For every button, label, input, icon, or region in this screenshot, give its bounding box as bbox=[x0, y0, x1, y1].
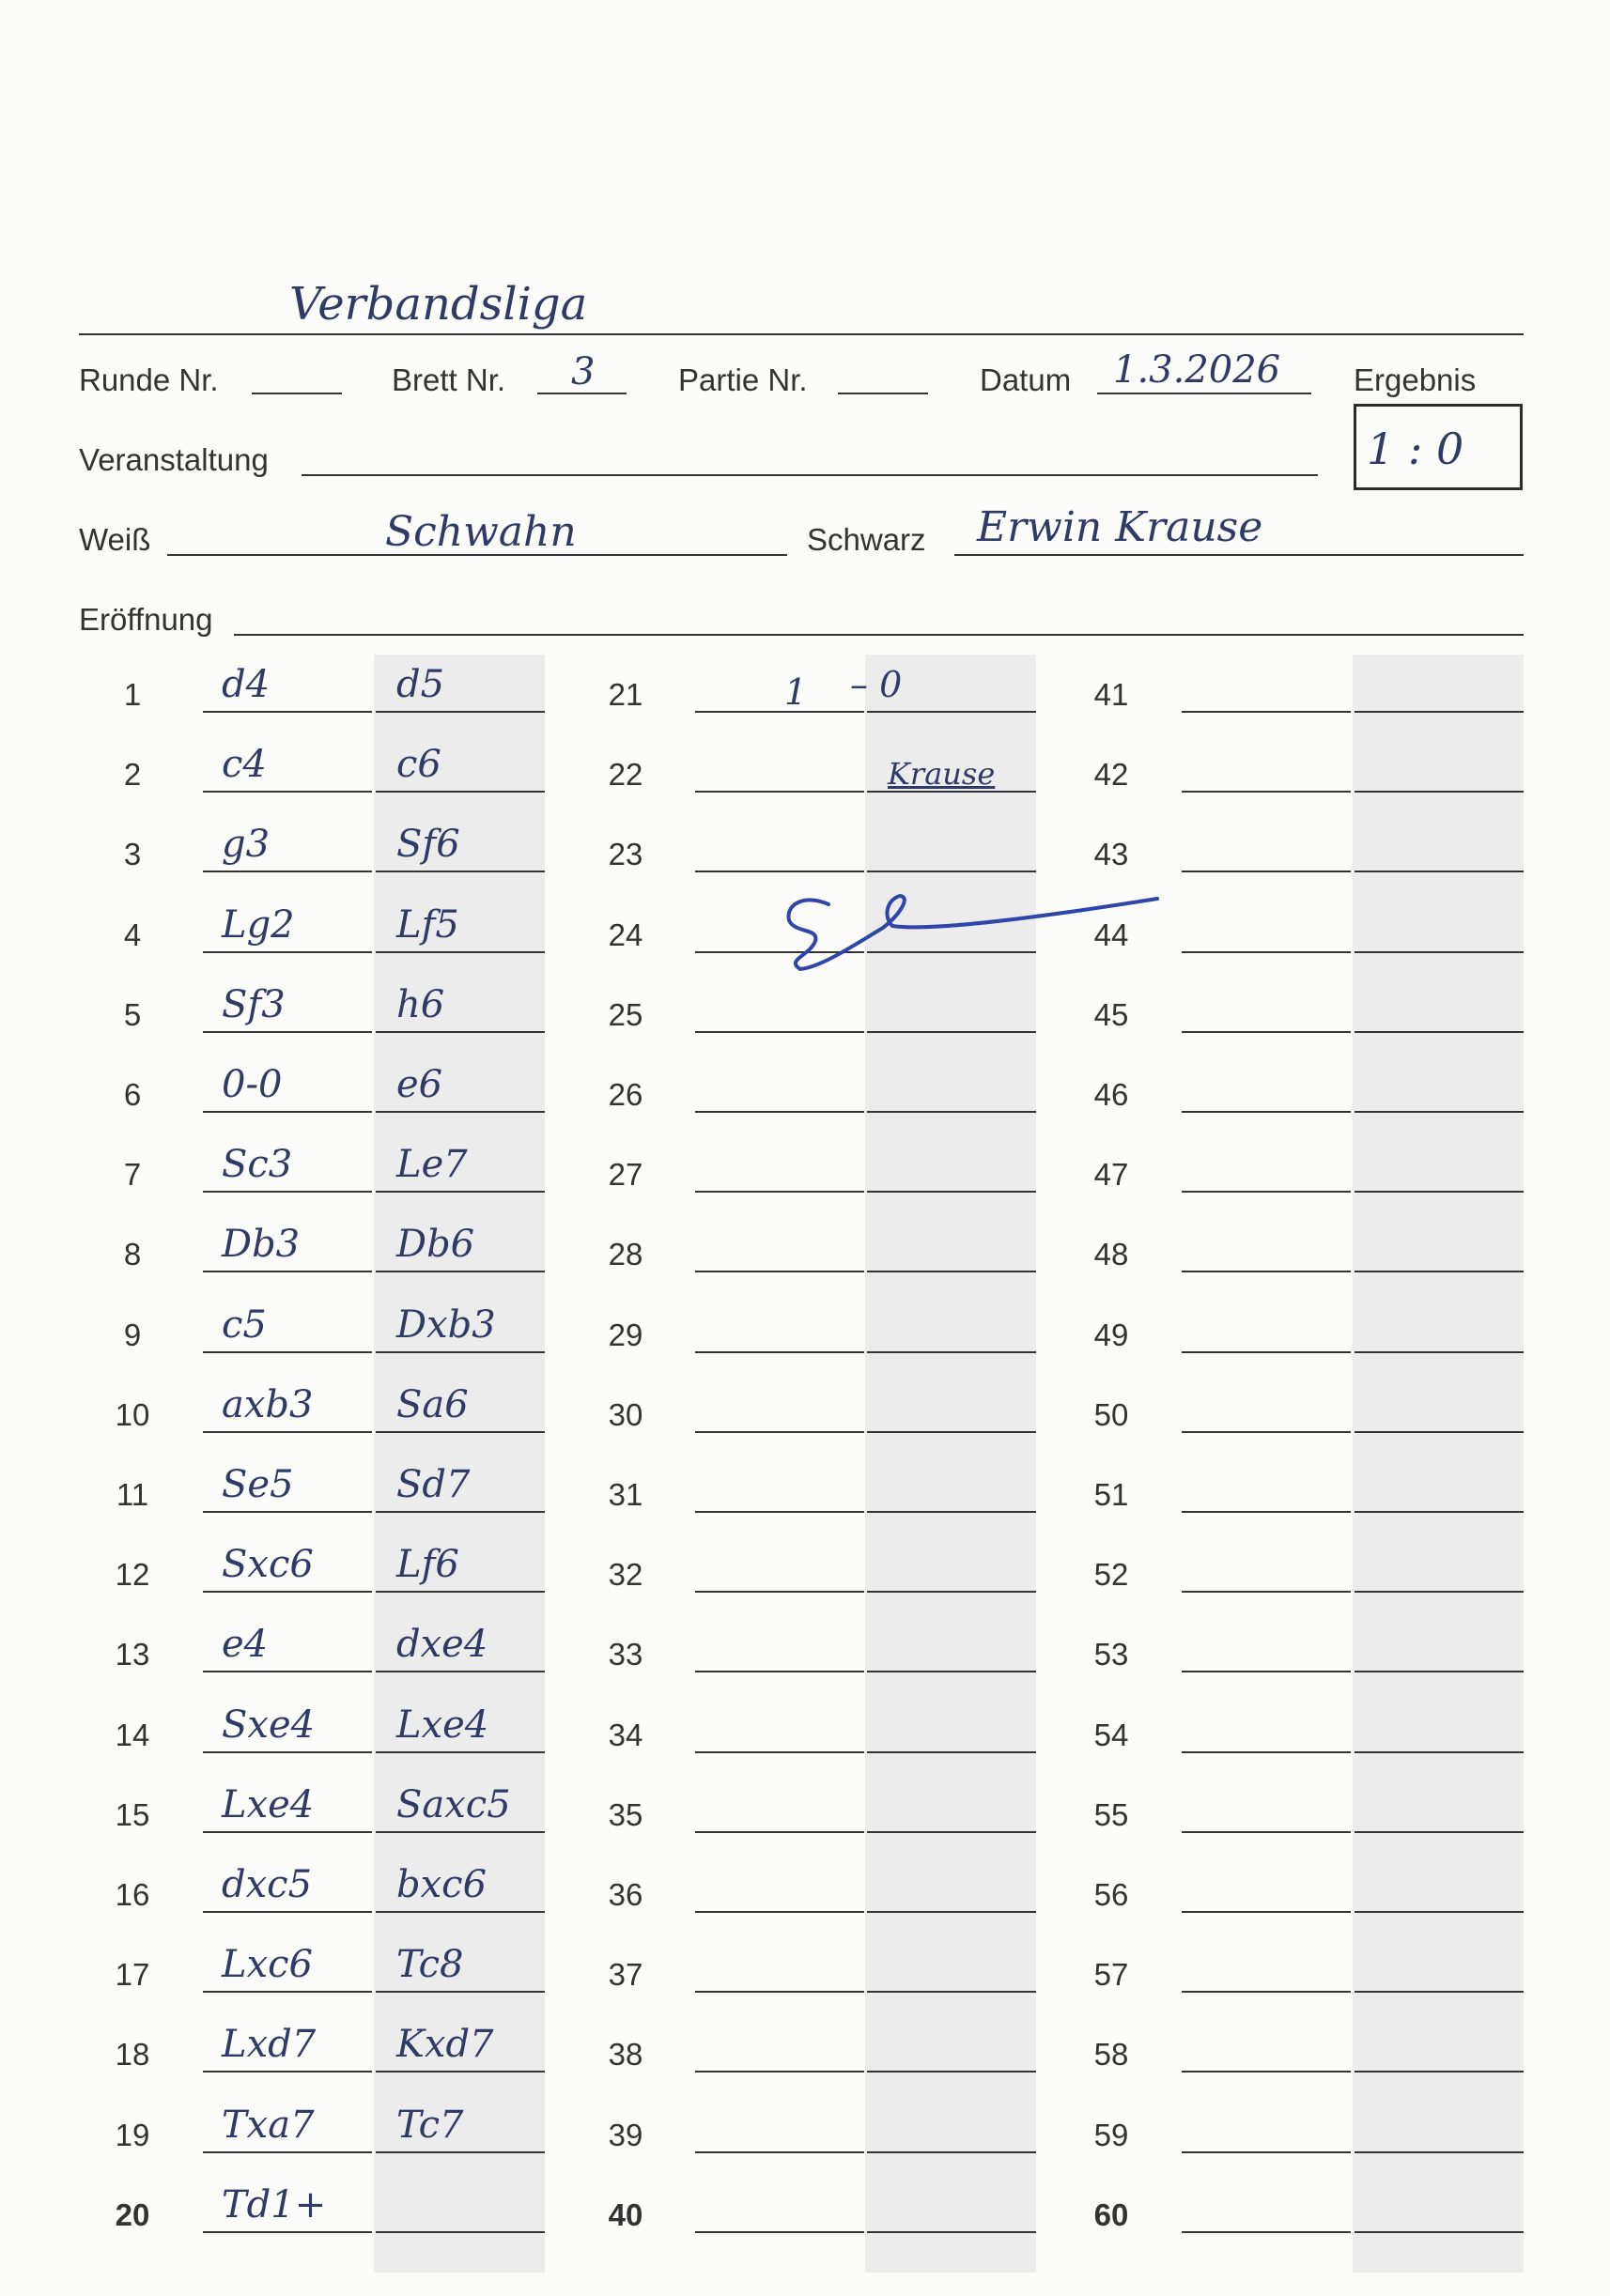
move-number: 3 bbox=[123, 837, 142, 872]
black-move: Kxd7 bbox=[396, 2023, 494, 2067]
black-move: Sd7 bbox=[396, 1463, 471, 1506]
black-move: Tc8 bbox=[396, 1943, 464, 1987]
move-number: 33 bbox=[608, 1637, 643, 1672]
result-note-white: 1 bbox=[784, 671, 808, 713]
black-move: Le7 bbox=[396, 1143, 468, 1187]
move-number: 5 bbox=[123, 996, 142, 1032]
white-move: c4 bbox=[222, 743, 267, 787]
move-number: 37 bbox=[608, 1957, 643, 1993]
black-move: Sf6 bbox=[396, 823, 460, 867]
move-number: 23 bbox=[608, 837, 643, 872]
date-label: Datum bbox=[980, 362, 1072, 397]
move-number: 4 bbox=[123, 917, 142, 952]
white-move: dxc5 bbox=[222, 1863, 313, 1906]
white-move: d4 bbox=[222, 663, 271, 706]
move-number: 26 bbox=[608, 1077, 643, 1112]
white-move: Sxe4 bbox=[222, 1703, 316, 1747]
move-number: 48 bbox=[1093, 1237, 1129, 1272]
round-label: Runde Nr. bbox=[79, 362, 219, 397]
move-number: 9 bbox=[123, 1317, 142, 1352]
move-number: 36 bbox=[608, 1877, 643, 1912]
move-number: 24 bbox=[608, 917, 643, 952]
move-number: 15 bbox=[115, 1796, 150, 1832]
move-number: 55 bbox=[1093, 1796, 1129, 1832]
move-number: 40 bbox=[608, 2196, 643, 2232]
white-move: g3 bbox=[222, 823, 271, 867]
move-number: 43 bbox=[1093, 837, 1129, 872]
white-move: axb3 bbox=[222, 1382, 314, 1426]
move-number: 41 bbox=[1093, 677, 1129, 712]
white-move: 0-0 bbox=[222, 1063, 283, 1106]
move-number: 19 bbox=[115, 2117, 150, 2152]
black-label: Schwarz bbox=[807, 522, 926, 557]
move-number: 14 bbox=[115, 1717, 150, 1752]
move-number: 51 bbox=[1093, 1477, 1129, 1512]
date-value: 1.3.2026 bbox=[1113, 348, 1281, 392]
black-move: h6 bbox=[396, 982, 445, 1026]
black-move: Tc7 bbox=[396, 2103, 464, 2147]
move-number: 16 bbox=[115, 1877, 150, 1912]
black-move: dxe4 bbox=[396, 1623, 488, 1667]
white-move: Sf3 bbox=[222, 982, 286, 1026]
move-number: 39 bbox=[608, 2117, 643, 2152]
white-move: c5 bbox=[222, 1302, 267, 1347]
result-label: Ergebnis bbox=[1354, 362, 1477, 397]
event-handwritten: Verbandsliga bbox=[289, 278, 588, 331]
move-number: 42 bbox=[1093, 757, 1129, 793]
move-number: 35 bbox=[608, 1796, 643, 1832]
black-move: Sa6 bbox=[396, 1382, 469, 1426]
move-number: 31 bbox=[608, 1477, 643, 1512]
move-number: 11 bbox=[116, 1477, 149, 1512]
move-number: 45 bbox=[1093, 996, 1129, 1032]
move-number: 22 bbox=[608, 757, 643, 793]
black-move: d5 bbox=[396, 663, 445, 706]
move-number: 54 bbox=[1093, 1717, 1129, 1752]
move-number: 58 bbox=[1093, 2037, 1129, 2073]
white-move: Sc3 bbox=[222, 1143, 293, 1187]
move-number: 57 bbox=[1093, 1957, 1129, 1993]
move-number: 52 bbox=[1093, 1557, 1129, 1593]
white-move: Se5 bbox=[222, 1463, 294, 1506]
game-label: Partie Nr. bbox=[678, 362, 808, 397]
move-number: 50 bbox=[1093, 1396, 1129, 1432]
move-number: 1 bbox=[123, 677, 142, 712]
move-number: 8 bbox=[123, 1237, 142, 1272]
white-label: Weiß bbox=[79, 522, 151, 557]
white-move: Lxe4 bbox=[222, 1782, 315, 1826]
white-move: e4 bbox=[222, 1623, 269, 1667]
move-number: 28 bbox=[608, 1237, 643, 1272]
white-move: Lxd7 bbox=[222, 2023, 317, 2067]
white-move: Td1+ bbox=[222, 2182, 327, 2227]
move-number: 12 bbox=[115, 1557, 150, 1593]
move-number: 32 bbox=[608, 1557, 643, 1593]
move-number: 13 bbox=[115, 1637, 150, 1672]
black-value: Erwin Krause bbox=[977, 503, 1263, 551]
result-value: 1 : 0 bbox=[1367, 424, 1464, 474]
black-move: Dxb3 bbox=[396, 1302, 496, 1347]
black-move: Lf5 bbox=[396, 902, 459, 947]
black-move: Lf6 bbox=[396, 1543, 459, 1587]
board-label: Brett Nr. bbox=[392, 362, 506, 397]
white-move: Txa7 bbox=[222, 2103, 315, 2147]
white-value: Schwahn bbox=[385, 508, 577, 556]
move-number: 46 bbox=[1093, 1077, 1129, 1112]
white-move: Sxc6 bbox=[222, 1543, 314, 1587]
board-value: 3 bbox=[571, 350, 596, 393]
move-number: 29 bbox=[608, 1317, 643, 1352]
move-number: 6 bbox=[123, 1077, 142, 1112]
move-number: 59 bbox=[1093, 2117, 1129, 2152]
move-number: 53 bbox=[1093, 1637, 1129, 1672]
move-number: 47 bbox=[1093, 1157, 1129, 1193]
white-move: Db3 bbox=[222, 1223, 301, 1267]
black-move: c6 bbox=[396, 743, 441, 787]
move-number: 34 bbox=[608, 1717, 643, 1752]
move-number: 2 bbox=[123, 757, 142, 793]
opening-label: Eröffnung bbox=[79, 602, 213, 637]
move-number: 7 bbox=[123, 1157, 142, 1193]
move-number: 38 bbox=[608, 2037, 643, 2073]
move-number: 21 bbox=[608, 677, 643, 712]
move-number: 56 bbox=[1093, 1877, 1129, 1912]
move-number: 17 bbox=[115, 1957, 150, 1993]
black-move: Lxe4 bbox=[396, 1703, 489, 1747]
move-number: 20 bbox=[115, 2196, 150, 2232]
white-move: Lxc6 bbox=[222, 1943, 313, 1987]
black-move: bxc6 bbox=[396, 1863, 488, 1906]
move-number: 18 bbox=[115, 2037, 150, 2073]
result-note-black: – 0 bbox=[850, 664, 903, 705]
move-number: 30 bbox=[608, 1396, 643, 1432]
black-player-signature-text: Krause bbox=[888, 756, 996, 792]
white-move: Lg2 bbox=[222, 902, 295, 947]
black-move: Saxc5 bbox=[396, 1782, 511, 1826]
move-number: 49 bbox=[1093, 1317, 1129, 1352]
move-number: 60 bbox=[1093, 2196, 1129, 2232]
event-label: Veranstaltung bbox=[79, 442, 269, 477]
move-number: 27 bbox=[608, 1157, 643, 1193]
move-number: 10 bbox=[115, 1396, 150, 1432]
move-number: 44 bbox=[1093, 917, 1129, 952]
black-move: Db6 bbox=[396, 1223, 475, 1267]
move-number: 25 bbox=[608, 996, 643, 1032]
black-move: e6 bbox=[396, 1063, 443, 1106]
